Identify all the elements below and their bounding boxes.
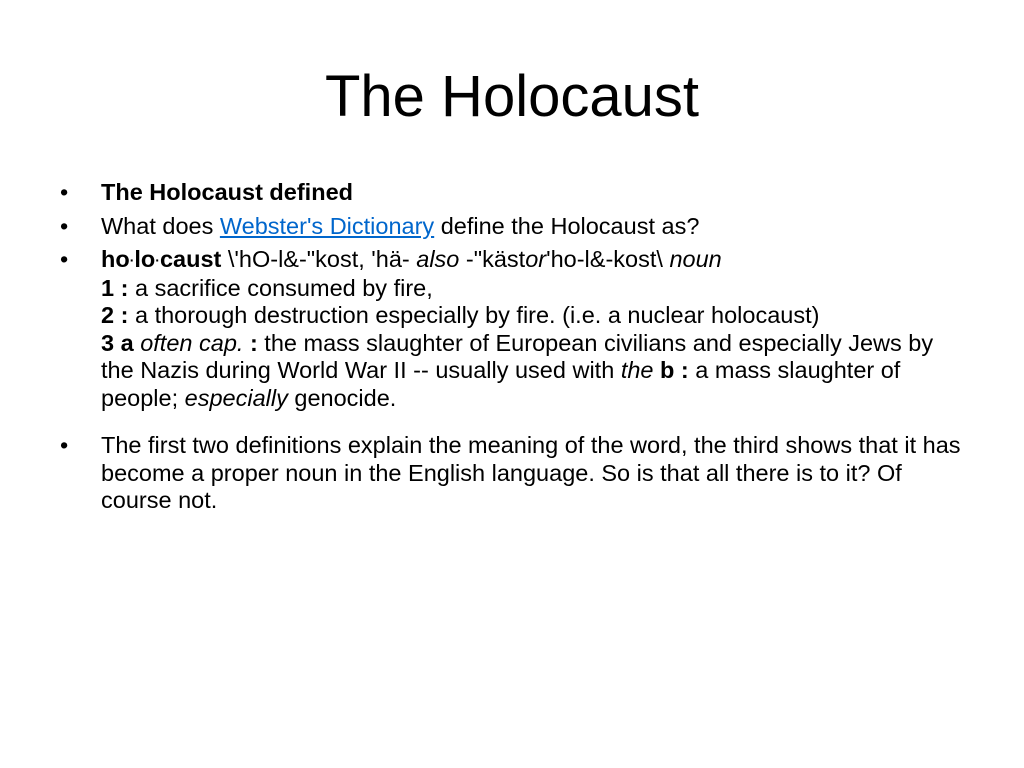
question-text-before: What does [101,212,220,239]
bullet-item-explanation [60,432,970,515]
entry-headword-line [101,246,970,275]
pronunciation-also: also [416,246,460,272]
question-text-after: define the Holocaust as? [434,212,700,239]
pronunciation-or: or [525,246,547,272]
websters-dictionary-link[interactable]: Webster's Dictionary [219,212,435,239]
pronunciation-1: \'hO-l&-"kost, 'hä- [221,246,417,272]
headword: ho·lo·caust [101,246,222,272]
bullet-icon: • [60,212,69,239]
part-of-speech: noun [669,246,722,272]
pronunciation-2: -"käst [459,246,526,272]
bullet-item-dictionary-entry [60,246,970,412]
bullet-icon: • [60,179,69,205]
explanation-text: The first two definitions explain the meaning of the word, the third shows that it has become a proper noun in the English language. So is that all there is to it? Of course not. [101,432,961,514]
definition-3: 3 a often cap. : the mass slaughter of European civilians and especially Jews by the Nazis during World War II -- usually used with the b : a mass slaughter of people; especially genocide. [101,329,934,411]
pronunciation-3: 'ho-l&-kost\ [546,246,670,272]
definition-1: 1 : a sacrifice consumed by fire, [101,274,433,301]
bullet-heading-text: The Holocaust defined [101,179,353,205]
bullet-list [60,179,970,521]
bullet-icon: • [60,246,69,272]
bullet-item-definition-heading [60,179,970,207]
bullet-item-question [60,213,970,241]
slide-title: The Holocaust [325,64,699,129]
bullet-icon: • [60,432,69,459]
definition-2: 2 : a thorough destruction especially by fire. (i.e. a nuclear holocaust) [101,302,820,329]
